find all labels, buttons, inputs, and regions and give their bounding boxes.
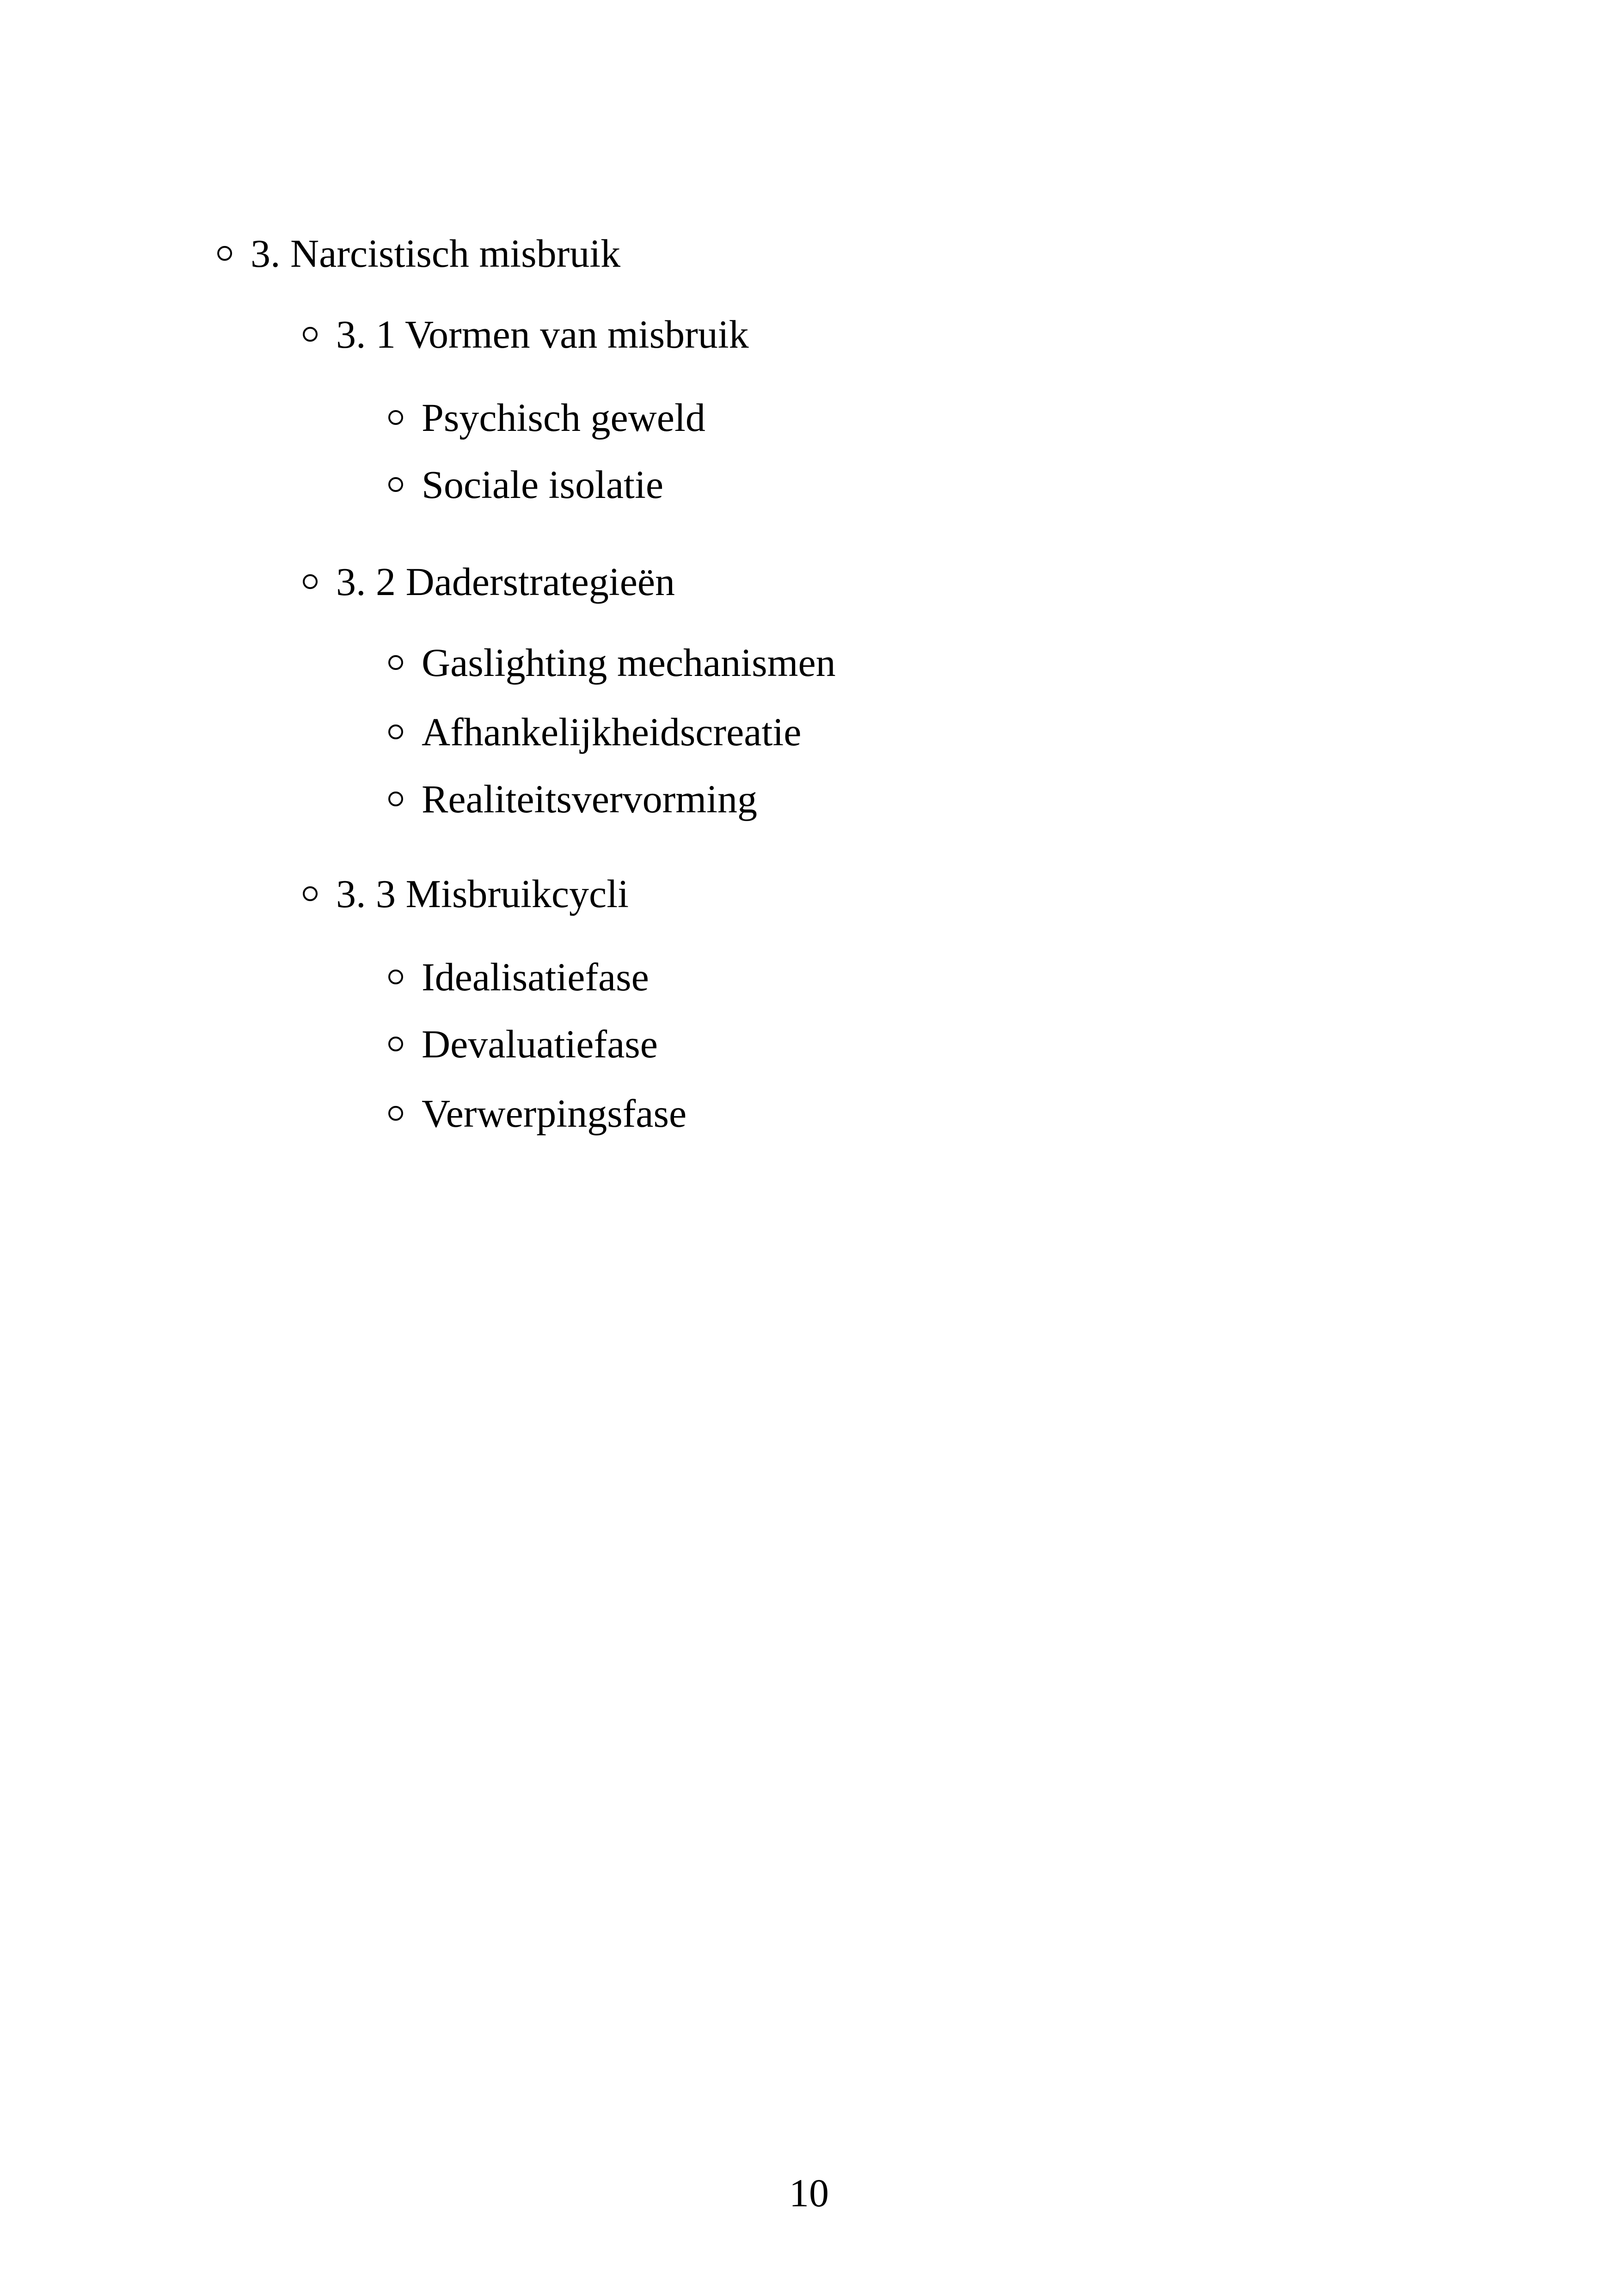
item-label: Afhankelijkheidscreatie: [422, 710, 802, 754]
circle-bullet-icon: [303, 574, 318, 589]
circle-bullet-icon: [388, 477, 403, 492]
item-label: Gaslighting mechanismen: [422, 640, 836, 685]
circle-bullet-icon: [388, 724, 403, 739]
outline-item: [388, 640, 836, 685]
outline-item: [388, 779, 757, 819]
page-number: 10: [789, 2171, 829, 2215]
item-label: Devaluatiefase: [422, 1022, 658, 1066]
item-label: Verwerpingsfase: [422, 1091, 687, 1136]
item-label: Sociale isolatie: [422, 462, 664, 507]
item-label: Realiteitsvervorming: [422, 777, 758, 821]
chapter-title: 3. Narcistisch misbruik: [251, 231, 621, 276]
outline-item: [388, 712, 801, 752]
outline-section: [303, 874, 629, 914]
circle-bullet-icon: [303, 886, 318, 901]
section-title: 3. 3 Misbruikcycli: [336, 872, 629, 916]
outline-item: [388, 1024, 658, 1064]
outline-section: [303, 314, 749, 354]
circle-bullet-icon: [388, 792, 403, 806]
item-label: Psychisch geweld: [422, 395, 705, 440]
circle-bullet-icon: [388, 970, 403, 984]
section-title: 3. 2 Daderstrategieën: [336, 559, 675, 604]
outline-item: [388, 462, 664, 507]
circle-bullet-icon: [388, 1037, 403, 1051]
outline-item: [388, 957, 649, 997]
circle-bullet-icon: [303, 327, 318, 342]
section-title: 3. 1 Vormen van misbruik: [336, 312, 749, 356]
circle-bullet-icon: [388, 1106, 403, 1121]
outline-item: [388, 395, 705, 440]
circle-bullet-icon: [217, 246, 232, 261]
outline-section: [303, 559, 675, 604]
outline-chapter: [217, 231, 621, 276]
circle-bullet-icon: [388, 410, 403, 425]
circle-bullet-icon: [388, 655, 403, 670]
item-label: Idealisatiefase: [422, 955, 649, 999]
outline-item: [388, 1091, 687, 1136]
